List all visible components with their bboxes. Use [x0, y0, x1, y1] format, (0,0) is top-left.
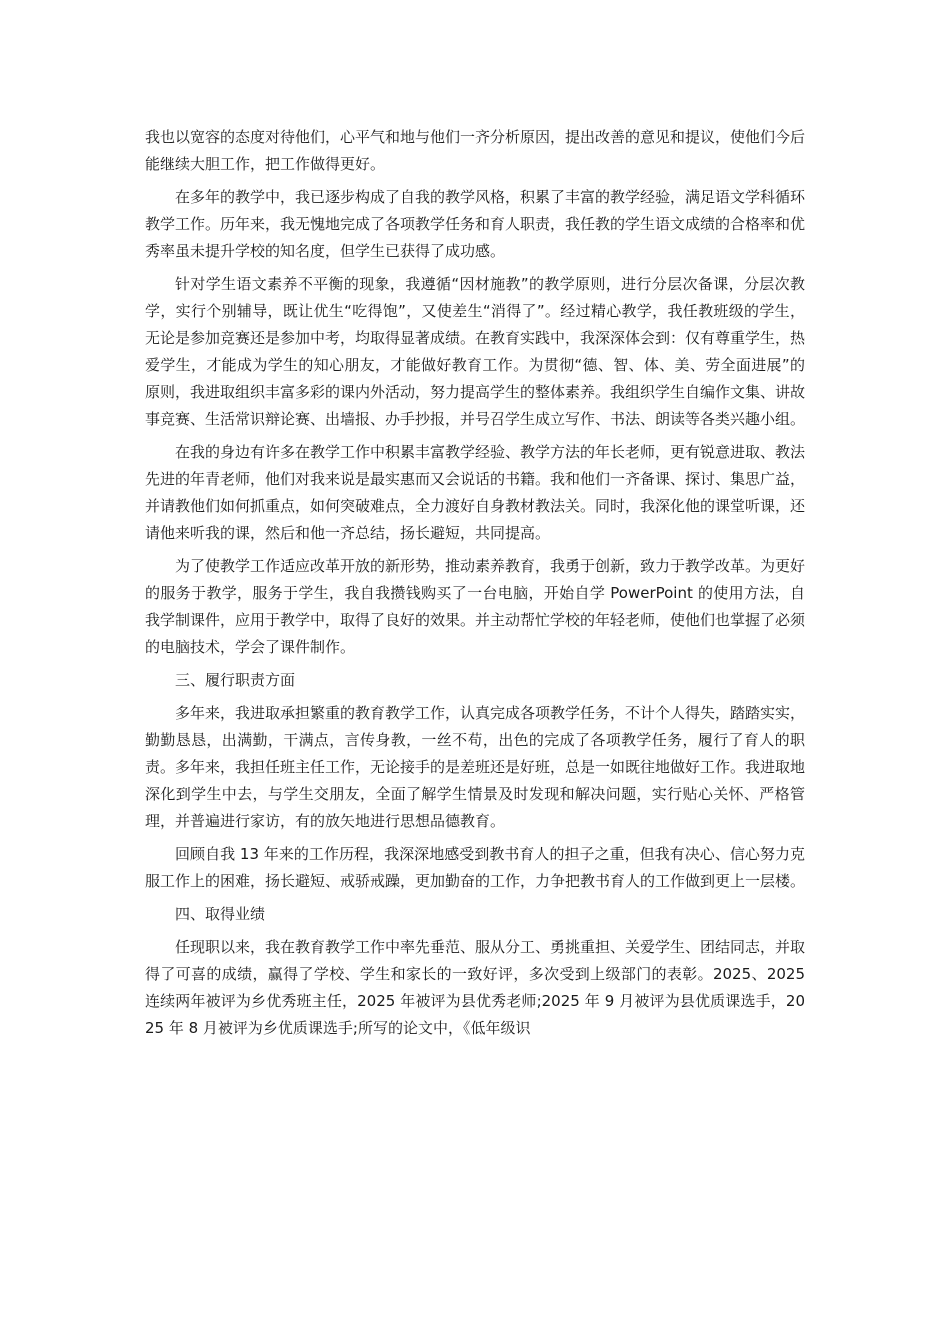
- paragraph: 在多年的教学中，我已逐步构成了自我的教学风格，积累了丰富的教学经验，满足语文学科循环教学工作。历年来，我无愧地完成了各项教学任务和育人职责，我任教的学生语文成绩的合格率和优秀率虽未提升学校的知名度，但学生已获得了成功感。: [145, 188, 806, 260]
- section-heading: 三、履行职责方面: [175, 671, 296, 689]
- paragraph: 我也以宽容的态度对待他们，心平气和地与他们一齐分析原因，提出改善的意见和提议，使他们今后能继续大胆工作，把工作做得更好。: [145, 128, 806, 173]
- paragraph: 回顾自我 13 年来的工作历程，我深深地感受到教书育人的担子之重，但我有决心、信心努力克服工作上的困难，扬长避短、戒骄戒躁，更加勤奋的工作，力争把教书育人的工作做到更上一层楼。: [145, 845, 806, 890]
- document-page: [145, 124, 805, 1048]
- paragraph: 为了使教学工作适应改革开放的新形势，推动素养教育，我勇于创新，致力于教学改革。为更好的服务于教学，服务于学生，我自我攒钱购买了一台电脑，开始自学 PowerPoint 的使用方法，自我学制课件，应用于教学中，取得了良好的效果。并主动帮忙学校的年轻老师，使他们也掌握了必须的电脑技术，学会了课件制作。: [145, 557, 806, 656]
- section-heading: 四、取得业绩: [175, 905, 266, 923]
- paragraph: 任现职以来，我在教育教学工作中率先垂范、服从分工、勇挑重担、关爱学生、团结同志，并取得了可喜的成绩，赢得了学校、学生和家长的一致好评，多次受到上级部门的表彰。2025、2025 连续两年被评为乡优秀班主任，2025 年被评为县优秀老师;2025 年 9 月被评为县优质课选手，2025 年 8 月被评为乡优质课选手;所写的论文中，《低年级识: [145, 938, 806, 1037]
- paragraph: 多年来，我进取承担繁重的教育教学工作，认真完成各项教学任务，不计个人得失，踏踏实实，勤勤恳恳，出满勤，干满点，言传身教，一丝不苟，出色的完成了各项教学任务，履行了育人的职责。多年来，我担任班主任工作，无论接手的是差班还是好班，总是一如既往地做好工作。我进取地深化到学生中去，与学生交朋友，全面了解学生情景及时发现和解决问题，实行贴心关怀、严格管理，并普遍进行家访，有的放矢地进行思想品德教育。: [145, 704, 806, 830]
- paragraph: 在我的身边有许多在教学工作中积累丰富教学经验、教学方法的年长老师，更有锐意进取、教法先进的年青老师，他们对我来说是最实惠而又会说话的书籍。我和他们一齐备课、探讨、集思广益，并请教他们如何抓重点，如何突破难点，全力渡好自身教材教法关。同时，我深化他的课堂听课，还请他来听我的课，然后和他一齐总结，扬长避短，共同提高。: [145, 443, 806, 542]
- paragraph: 针对学生语文素养不平衡的现象，我遵循“因材施教”的教学原则，进行分层次备课，分层次教学，实行个别辅导，既让优生“吃得饱”，又使差生“消得了”。经过精心教学，我任教班级的学生，无论是参加竞赛还是参加中考，均取得显著成绩。在教育实践中，我深深体会到：仅有尊重学生，热爱学生，才能成为学生的知心朋友，才能做好教育工作。为贯彻“德、智、体、美、劳全面进展”的原则，我进取组织丰富多彩的课内外活动，努力提高学生的整体素养。我组织学生自编作文集、讲故事竞赛、生活常识辩论赛、出墙报、办手抄报，并号召学生成立写作、书法、朗读等各类兴趣小组。: [145, 275, 806, 428]
